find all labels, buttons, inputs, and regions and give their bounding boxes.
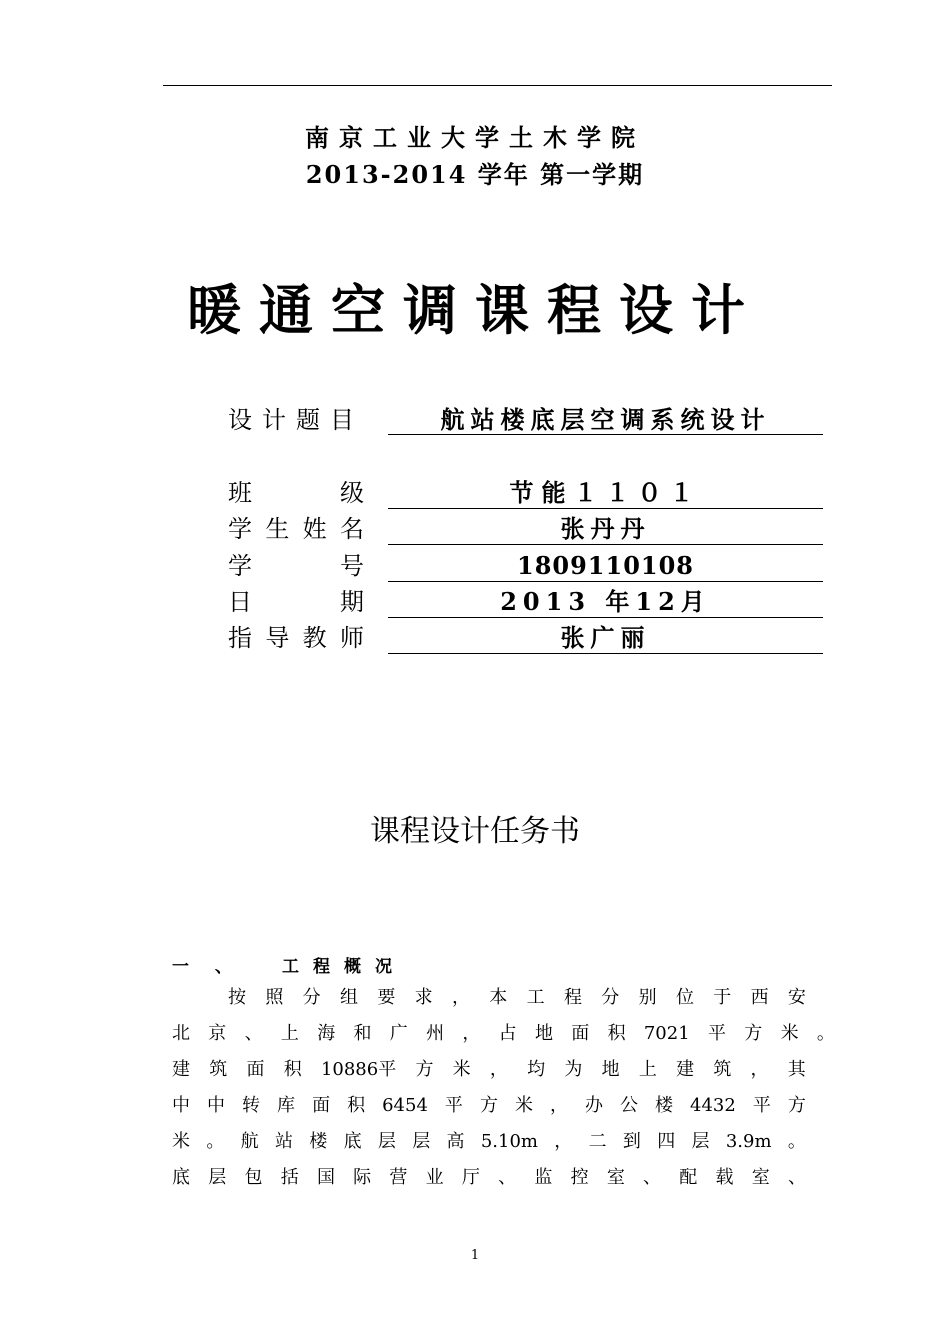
body-char: 营: [389, 1167, 408, 1188]
section-title: 工程概况: [282, 957, 406, 977]
body-char: 占: [498, 1023, 517, 1044]
body-char: 航: [240, 1131, 259, 1152]
info-label: [228, 551, 364, 581]
info-label-char: 生: [265, 515, 290, 543]
task-book-title: 课程设计任务书: [370, 814, 580, 849]
info-label-char: 班: [228, 479, 252, 507]
body-char: 4432: [690, 1095, 736, 1116]
body-char: 为: [564, 1059, 583, 1080]
body-char: 国: [316, 1167, 335, 1188]
info-label-char: 教: [302, 624, 327, 652]
body-char: 高: [446, 1131, 465, 1152]
body-char: 上: [280, 1023, 299, 1044]
body-char: 米: [172, 1131, 190, 1152]
body-char: 组: [339, 987, 358, 1008]
body-char: 底: [343, 1131, 362, 1152]
info-label-char: 名: [339, 515, 364, 543]
body-char: 转: [242, 1095, 261, 1116]
body-char: 、: [787, 1167, 806, 1188]
info-label-char: 号: [340, 552, 364, 580]
info-value: 1809110108: [517, 551, 694, 580]
body-char: 包: [244, 1167, 263, 1188]
body-line: [172, 1127, 806, 1157]
info-label-char: 期: [340, 588, 364, 616]
body-char: 海: [317, 1023, 336, 1044]
body-char: 积: [347, 1095, 366, 1116]
info-label: [228, 514, 364, 544]
body-char: 5.10m: [480, 1131, 538, 1152]
info-underline: [388, 581, 823, 582]
body-char: 控: [570, 1167, 589, 1188]
body-char: 四: [657, 1131, 676, 1152]
body-char: 层: [412, 1131, 431, 1152]
body-char: 中: [172, 1095, 190, 1116]
info-label-chars: [228, 478, 364, 508]
body-char: ，: [462, 1023, 481, 1044]
body-char: 平: [707, 1023, 726, 1044]
body-char: 办: [584, 1095, 603, 1116]
body-char: 分: [601, 987, 620, 1008]
body-char: ，: [750, 1059, 769, 1080]
body-char: 平: [752, 1095, 771, 1116]
body-char: 地: [534, 1023, 553, 1044]
body-char: 筑: [713, 1059, 732, 1080]
body-char: 业: [425, 1167, 444, 1188]
body-char: 室: [751, 1167, 770, 1188]
body-char: 。: [787, 1131, 806, 1152]
body-char: 层: [691, 1131, 710, 1152]
info-underline: [388, 653, 823, 654]
body-char: 求: [414, 987, 433, 1008]
body-char: 。: [206, 1131, 225, 1152]
body-char: 楼: [309, 1131, 328, 1152]
body-char: 方: [744, 1023, 763, 1044]
body-char: 方: [415, 1059, 434, 1080]
body-char: ，: [451, 987, 470, 1008]
body-char: 筑: [209, 1059, 228, 1080]
info-label-chars: [228, 551, 364, 581]
body-line: [228, 983, 806, 1013]
body-char: 均: [527, 1059, 546, 1080]
body-char: 工: [526, 987, 545, 1008]
academic-term: 2013-2014 学年 第一学期: [305, 160, 645, 189]
section-number: 一 、: [172, 957, 242, 977]
body-char: 米: [780, 1023, 799, 1044]
info-label-char: 指: [228, 624, 252, 652]
body-char: 站: [274, 1131, 293, 1152]
body-char: 括: [280, 1167, 299, 1188]
body-line: [172, 1019, 835, 1049]
body-char: 照: [265, 987, 284, 1008]
info-label: [228, 478, 364, 508]
body-char: 安: [787, 987, 806, 1008]
body-char: 、: [643, 1167, 662, 1188]
body-char: 西: [750, 987, 769, 1008]
body-char: 10886平: [320, 1059, 397, 1080]
info-value: 张丹丹: [560, 514, 651, 543]
info-value: 2013 年12月: [500, 587, 711, 616]
school-name: 南京工业大学土木学院: [305, 123, 645, 152]
body-char: 米: [452, 1059, 471, 1080]
body-char: 室: [606, 1167, 625, 1188]
body-char: 本: [489, 987, 508, 1008]
body-char: 中: [207, 1095, 226, 1116]
page-number: 1: [470, 1248, 480, 1263]
info-label-char: 日: [228, 588, 252, 616]
body-char: 京: [208, 1023, 227, 1044]
body-char: 配: [679, 1167, 698, 1188]
body-line: [172, 1163, 806, 1193]
body-char: ，: [549, 1095, 568, 1116]
body-char: 程: [563, 987, 582, 1008]
info-label-char: 导: [265, 624, 290, 652]
topic-label: [228, 405, 364, 435]
body-char: 别: [638, 987, 657, 1008]
info-underline: [388, 617, 823, 618]
info-label-char: 学: [228, 552, 252, 580]
body-char: 际: [353, 1167, 372, 1188]
body-char: 广: [389, 1023, 408, 1044]
body-char: 方: [787, 1095, 806, 1116]
body-char: 库: [277, 1095, 296, 1116]
info-label-char: 学: [228, 515, 252, 543]
body-char: 底: [172, 1167, 190, 1188]
body-char: 3.9m: [725, 1131, 772, 1152]
body-char: 积: [283, 1059, 302, 1080]
info-underline: [388, 544, 823, 545]
body-char: 其: [787, 1059, 806, 1080]
document-title: 暖通空调课程设计: [187, 278, 763, 342]
body-char: 厅: [461, 1167, 480, 1188]
body-char: 于: [713, 987, 732, 1008]
body-line: [172, 1091, 806, 1121]
info-label-chars: [228, 623, 364, 653]
body-char: 州: [426, 1023, 445, 1044]
body-char: 层: [208, 1167, 227, 1188]
body-char: 到: [622, 1131, 641, 1152]
info-value: 节能１１０１: [509, 478, 702, 507]
body-char: 建: [172, 1059, 190, 1080]
body-char: 上: [638, 1059, 657, 1080]
topic-underline: [388, 434, 823, 435]
section-heading: [172, 952, 406, 977]
body-char: 平: [444, 1095, 463, 1116]
body-char: 地: [601, 1059, 620, 1080]
topic-value: 航站楼底层空调系统设计: [440, 405, 771, 434]
info-label-chars: [228, 514, 364, 544]
info-underline: [388, 508, 823, 509]
body-char: 楼: [655, 1095, 674, 1116]
body-char: 公: [620, 1095, 638, 1116]
topic-label-text: 设计题目: [228, 406, 364, 434]
body-char: 北: [172, 1023, 190, 1044]
body-char: ，: [489, 1059, 508, 1080]
info-value: 张广丽: [560, 623, 651, 652]
body-line: [172, 1055, 806, 1085]
body-char: 监: [534, 1167, 553, 1188]
body-char: ，: [554, 1131, 573, 1152]
body-char: 7021: [643, 1023, 690, 1044]
body-char: 二: [588, 1131, 607, 1152]
body-char: 要: [377, 987, 396, 1008]
body-char: 和: [353, 1023, 372, 1044]
body-char: 面: [312, 1095, 331, 1116]
header-rule: [163, 85, 832, 86]
info-label-char: 级: [340, 479, 364, 507]
body-char: 分: [302, 987, 321, 1008]
body-char: 。: [816, 1023, 835, 1044]
body-char: 面: [246, 1059, 265, 1080]
body-char: 积: [607, 1023, 626, 1044]
body-char: 米: [514, 1095, 533, 1116]
body-char: 层: [377, 1131, 396, 1152]
body-char: 载: [715, 1167, 734, 1188]
body-char: 、: [498, 1167, 517, 1188]
body-char: 方: [479, 1095, 498, 1116]
info-label-char: 师: [339, 624, 364, 652]
info-label-char: 姓: [302, 515, 327, 543]
body-char: 面: [571, 1023, 590, 1044]
body-char: 6454: [382, 1095, 428, 1116]
info-label: [228, 587, 364, 617]
body-char: 、: [244, 1023, 263, 1044]
body-char: 建: [676, 1059, 695, 1080]
body-char: 位: [675, 987, 694, 1008]
info-label-chars: [228, 587, 364, 617]
info-label: [228, 623, 364, 653]
body-char: 按: [228, 987, 246, 1008]
